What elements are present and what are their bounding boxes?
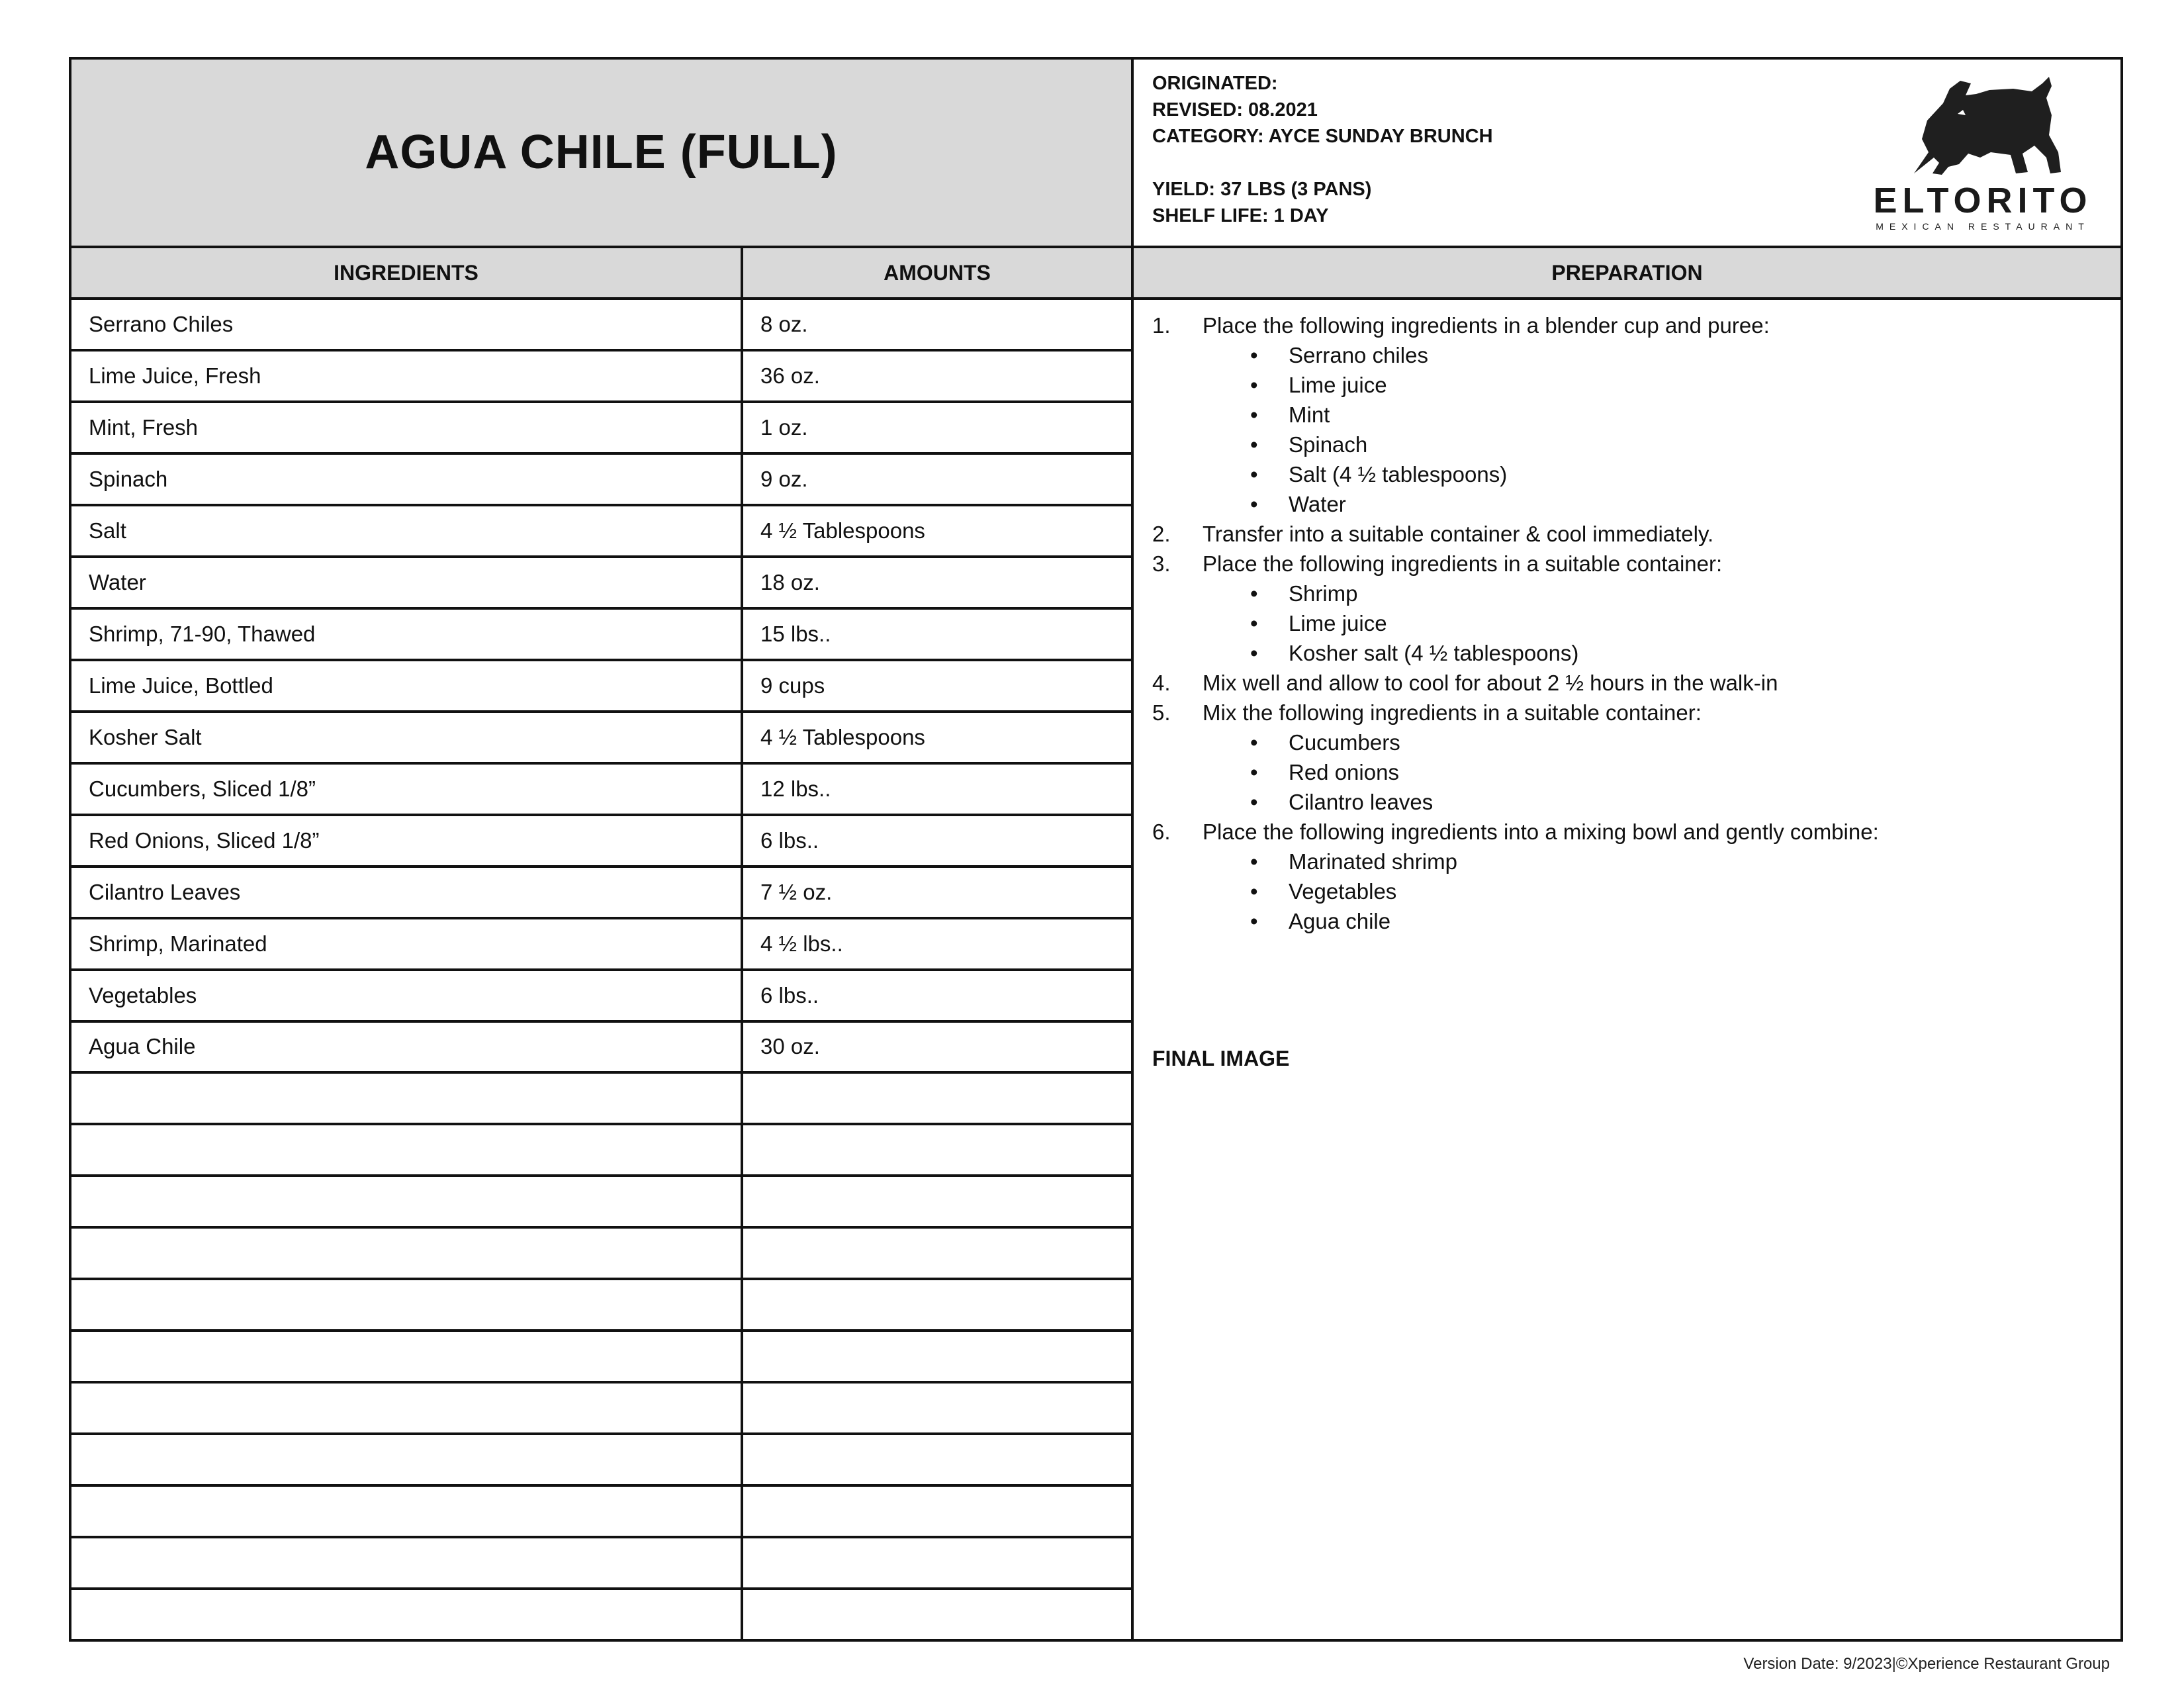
ingredient-amount: 30 oz. [742,1021,1132,1073]
bullet-icon: • [1250,462,1258,487]
ingredient-name [70,1589,742,1640]
bullet-icon: • [1250,730,1258,755]
sub-item-text: Shrimp [1289,581,1358,606]
step-sub-item [1250,400,2099,430]
step-sub-item [1250,340,2099,370]
sub-item-text: Serrano chiles [1289,343,1428,368]
step-sub-item [1250,847,2099,876]
sub-item-text: Spinach [1289,432,1368,457]
step-text: Mix the following ingredients in a suitable container: [1203,700,1702,726]
bullet-icon: • [1250,611,1258,636]
ingredient-amount [742,1537,1132,1589]
sub-item-text: Lime juice [1289,373,1387,398]
step-line [1152,698,2099,727]
ingredient-amount [742,1176,1132,1227]
step-text: Place the following ingredients in a suitable container: [1203,551,1723,577]
ingredient-name: Mint, Fresh [70,402,742,453]
step-sub-item [1250,787,2099,817]
sub-item-text: Vegetables [1289,879,1397,904]
step-sub-item [1250,727,2099,757]
ingredient-name [70,1537,742,1589]
step-sub-item [1250,757,2099,787]
bullet-icon: • [1250,879,1258,904]
ingredient-name: Salt [70,505,742,557]
step-number: 6. [1152,820,1171,845]
ingredient-amount [742,1331,1132,1382]
ingredient-name: Lime Juice, Bottled [70,660,742,712]
ingredient-name: Serrano Chiles [70,299,742,350]
ingredient-amount: 8 oz. [742,299,1132,350]
step-sub-list [1152,847,2099,936]
ingredient-name: Spinach [70,453,742,505]
ingredient-name [70,1227,742,1279]
ingredient-amount: 4 ½ lbs.. [742,918,1132,970]
prep-step [1152,549,2099,668]
ingredient-name: Lime Juice, Fresh [70,350,742,402]
recipe-info-cell [1132,58,2122,247]
ingredient-amount [742,1434,1132,1485]
bullet-icon: • [1250,581,1258,606]
bullet-icon: • [1250,641,1258,666]
bullet-icon: • [1250,790,1258,815]
ingredient-amount: 6 lbs.. [742,970,1132,1021]
ingredient-name: Shrimp, Marinated [70,918,742,970]
el-torito-logo [1870,74,2095,232]
ingredient-name [70,1279,742,1331]
step-sub-item [1250,876,2099,906]
prep-step [1152,698,2099,817]
ingredient-amount [742,1124,1132,1176]
column-header-row [70,247,2122,299]
step-text: Mix well and allow to cool for about 2 ½ hours in the walk-in [1203,671,1778,696]
shelf-life-label: SHELF LIFE: 1 DAY [1152,205,1329,226]
preparation-cell [1132,299,2122,1640]
step-number: 5. [1152,700,1171,726]
ingredient-name [70,1124,742,1176]
ingredient-amount [742,1072,1132,1124]
step-number: 3. [1152,551,1171,577]
ingredient-name: Agua Chile [70,1021,742,1073]
ingredient-name [70,1485,742,1537]
ingredient-amount [742,1589,1132,1640]
step-sub-item [1250,579,2099,608]
originated-label: ORIGINATED: [1152,73,1278,94]
step-sub-item [1250,459,2099,489]
ingredient-name: Shrimp, 71-90, Thawed [70,608,742,660]
ingredient-amount: 36 oz. [742,350,1132,402]
ingredient-amount [742,1382,1132,1434]
step-line [1152,549,2099,579]
preparation-header: PREPARATION [1132,247,2122,299]
sub-item-text: Agua chile [1289,909,1391,934]
ingredient-name [70,1331,742,1382]
bullet-icon: • [1250,373,1258,398]
step-sub-item [1250,430,2099,459]
amounts-header: AMOUNTS [742,247,1132,299]
ingredient-amount: 6 lbs.. [742,815,1132,867]
ingredients-header: INGREDIENTS [70,247,742,299]
step-line [1152,310,2099,340]
bullet-icon: • [1250,343,1258,368]
step-sub-list [1152,727,2099,817]
step-text: Transfer into a suitable container & cool immediately. [1203,522,1714,547]
ingredient-name [70,1434,742,1485]
ingredient-amount: 7 ½ oz. [742,867,1132,918]
ingredient-name: Vegetables [70,970,742,1021]
sub-item-text: Marinated shrimp [1289,849,1457,874]
prep-step [1152,519,2099,549]
ingredient-amount: 18 oz. [742,557,1132,608]
ingredient-amount: 9 oz. [742,453,1132,505]
title-cell [70,58,1132,247]
step-sub-item [1250,638,2099,668]
prep-step [1152,668,2099,698]
ingredient-amount: 1 oz. [742,402,1132,453]
step-text: Place the following ingredients into a mixing bowl and gently combine: [1203,820,1879,845]
step-number: 4. [1152,671,1171,696]
step-sub-item [1250,608,2099,638]
bullet-icon: • [1250,760,1258,785]
preparation-steps [1152,310,2099,936]
ingredient-name: Red Onions, Sliced 1/8” [70,815,742,867]
ingredient-row [70,299,2122,350]
sub-item-text: Lime juice [1289,611,1387,636]
logo-tagline: MEXICAN RESTAURANT [1876,221,2090,232]
ingredient-amount: 12 lbs.. [742,763,1132,815]
ingredient-name: Cucumbers, Sliced 1/8” [70,763,742,815]
bullet-icon: • [1250,492,1258,517]
ingredient-name [70,1176,742,1227]
sub-item-text: Cucumbers [1289,730,1400,755]
ingredient-amount [742,1279,1132,1331]
final-image-label: FINAL IMAGE [1152,1047,1290,1071]
step-sub-list [1152,340,2099,519]
ingredient-name [70,1072,742,1124]
bullet-icon: • [1250,432,1258,457]
step-line [1152,668,2099,698]
recipe-title: AGUA CHILE (FULL) [365,126,838,179]
bullet-icon: • [1250,909,1258,934]
sub-item-text: Water [1289,492,1346,517]
sub-item-text: Cilantro leaves [1289,790,1433,815]
step-sub-item [1250,489,2099,519]
step-number: 2. [1152,522,1171,547]
yield-label: YIELD: 37 LBS (3 PANS) [1152,179,1372,200]
sub-item-text: Mint [1289,402,1330,428]
ingredient-amount: 15 lbs.. [742,608,1132,660]
logo-wordmark: ELTORITO [1873,181,2093,220]
step-sub-item [1250,370,2099,400]
revised-date: REVISED: 08.2021 [1152,99,1318,120]
step-text: Place the following ingredients in a blender cup and puree: [1203,313,1770,338]
ingredient-amount [742,1485,1132,1537]
category-label: CATEGORY: AYCE SUNDAY BRUNCH [1152,126,1493,147]
prep-step [1152,817,2099,936]
step-sub-list [1152,579,2099,668]
bullet-icon: • [1250,849,1258,874]
header-row [70,58,2122,247]
prep-step [1152,310,2099,519]
ingredient-amount: 4 ½ Tablespoons [742,712,1132,763]
ingredient-amount: 9 cups [742,660,1132,712]
bullet-icon: • [1250,402,1258,428]
recipe-card-table [69,57,2123,1642]
bull-icon [1902,74,2064,180]
ingredient-name [70,1382,742,1434]
step-line [1152,519,2099,549]
ingredient-name: Cilantro Leaves [70,867,742,918]
ingredient-amount [742,1227,1132,1279]
ingredient-amount: 4 ½ Tablespoons [742,505,1132,557]
sub-item-text: Kosher salt (4 ½ tablespoons) [1289,641,1579,666]
step-line [1152,817,2099,847]
step-sub-item [1250,906,2099,936]
ingredient-name: Water [70,557,742,608]
step-number: 1. [1152,313,1171,338]
ingredient-name: Kosher Salt [70,712,742,763]
sub-item-text: Red onions [1289,760,1399,785]
version-footer: Version Date: 9/2023|©Xperience Restaurant Group [1743,1655,2110,1673]
sub-item-text: Salt (4 ½ tablespoons) [1289,462,1508,487]
